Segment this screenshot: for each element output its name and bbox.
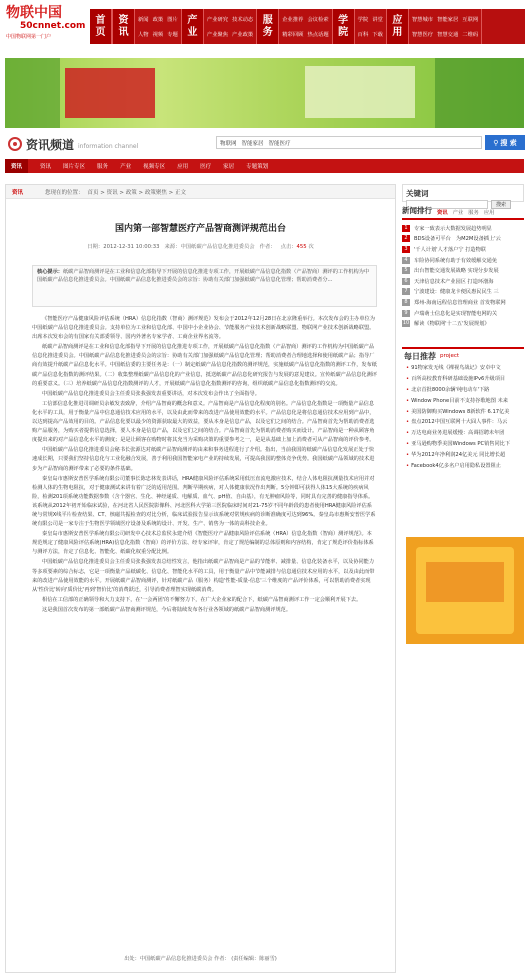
- article-title: 国内第一部智慧医疗产品智商测评规范出台: [114, 224, 286, 234]
- hits-unit: 次: [308, 244, 314, 250]
- nav-sub-links: [355, 9, 386, 44]
- article-paragraph: 工信部信息化推进司调研员余敏发表致辞，介绍产品智商的概念和意义。产品智商是产品信息化程度的别名。产品信息化指数是一项衡量产品信息化水平的工具，用于衡量产品中信息通信技术应用的水平，以及由此而带来的改进产品使用效能的水平。产品信息化是将信息通信技术应用到产品中，以达到提高产品效用的目的。产品信息化要以最少的资源获取最大的效益，要从本身是信息产品，以及它们之间的结合。产品智商首先为帮助消费者选购产品服务，为购买者提供信息选择，要人本身是信息产品，以及它们之间的结合。产品智商首先为帮助消费者购买而设计。产品智商是一种从顾客角度提出来的对产品信息化水平的测度；是是让顾客在购物时将其充当为采购决策的重要参考之一，是是从基础上加上消费者可从产品智商的评价参考。: [32, 400, 375, 444]
- banner-ad[interactable]: [5, 58, 524, 128]
- ranking-item[interactable]: [402, 234, 524, 245]
- nav-section: [333, 9, 387, 44]
- nav-sub-link[interactable]: 政策: [152, 17, 164, 24]
- nav-main-char: 用: [392, 26, 403, 38]
- ranking-item-text: '千人计划'人才落户宁 打造物联: [414, 246, 486, 253]
- ranking-item-text: 车险协同系统有助于有效缓解交通免: [414, 257, 498, 264]
- tab-ranking[interactable]: 应用: [483, 210, 495, 216]
- breadcrumb-separator: >: [166, 189, 176, 196]
- channel-header: [8, 133, 138, 155]
- ranking-item-text: 天津信息技术产业园区 打造环渤海: [414, 278, 494, 285]
- nav-sub-row: [412, 30, 478, 38]
- recommend-item[interactable]: • Facebook4亿多名户启用隐私设置阻止: [402, 461, 524, 472]
- ranking-item-text: 出台智能交通发展战略 实现分步发展: [414, 268, 499, 275]
- site-logo[interactable]: [6, 6, 86, 42]
- nav-sub-row: [207, 15, 253, 23]
- nav-sub-link[interactable]: 下载: [372, 31, 383, 38]
- rank-number: 6: [402, 278, 410, 285]
- ranking-item[interactable]: [402, 318, 524, 329]
- breadcrumb-separator: >: [98, 189, 107, 196]
- nav-main-char: 讯: [118, 26, 129, 38]
- ranking-item[interactable]: [402, 223, 524, 234]
- subnav-item[interactable]: 应用: [177, 164, 189, 170]
- article-summary: [32, 265, 377, 307]
- nav-sub-links: [204, 9, 256, 44]
- article-paragraph: 秦皇岛市惠斯安普医学系统有限公司董事长陈忠林发表讲话，HRA健康风险评估系统采用低压直流电激应技术，结合人体电阻抗测量技术应用并对检测人体的生物电阻抗，对于健康测试来讲有着广泛的适用范围。判断早期疾病，对人体健康状况作出判断。5分钟即可获得人体15大系统的疾病风险，检测201项系统功能数据参数（含个器官、生化、神经递质、电解质、血气、pH值、自由基），有无肿瘤风险等，同时具有完善的健康指导体系。该系统从2012年初开始临床试验，在河北省人民医院影像科、河北医科大学第三医院临床时间对21-75岁不同年龄段的患者使用HRA健康风险评估系统与常规X线平片检查结果、CT、核磁共振检查的对比分析，临床试验报告显示该系统对常规疾病的诊断准确度可达到96%。秦皇岛市惠斯安普医学系统有限公司是一家专注于生物医学领域医疗设备及系统的设计、开发、生产、销售为一体的高科技企业。: [32, 475, 376, 528]
- nav-sub-row: [282, 30, 328, 38]
- recommend-item[interactable]: • 亚马逊购物季美国Windows PC销售同比下: [402, 439, 524, 450]
- ranking-item[interactable]: [402, 276, 524, 287]
- nav-sub-link[interactable]: 互联网: [462, 17, 479, 24]
- nav-main-char: 业: [187, 26, 198, 38]
- logo-slogan: 中国物联网第一门户: [6, 34, 52, 40]
- top-navigation: [90, 9, 525, 44]
- hits-count: 455: [296, 244, 307, 250]
- nav-main-char: 应: [392, 14, 403, 26]
- nav-sub-link[interactable]: 智慧交通: [437, 31, 459, 38]
- nav-sub-link[interactable]: 人物: [138, 31, 149, 38]
- breadcrumb-link[interactable]: 正文: [175, 189, 187, 196]
- article-paragraph: 秦皇岛市惠斯安普医学系统有限公司研发中心技术总监侯永建介绍《智能医疗产品健康风险评估系统（HRA）信息化指数（智商）测评规范》。本规范规定了健康风险评估系统(HRA)信息化指数（智商）的评价方法、经专家评审，肯定了规范编制的总体原则和内容结构，肯定了规范评价指标体系与测评方法，肯定了信息化、智能化、纸碳化权重分配比例。: [32, 531, 374, 556]
- channel-title: 资讯频道: [26, 137, 75, 152]
- tab-ranking[interactable]: 资讯: [437, 210, 448, 216]
- breadcrumb-prefix: 您现在的位置：: [45, 189, 84, 196]
- article-source: 来源：中国纸碳产品信息化推进委员会: [164, 244, 255, 250]
- rank-number: 9: [402, 310, 410, 317]
- ranking-item-text: 郑州-海南远程信息管理商业 首发物联网: [414, 299, 506, 306]
- ranking-item-text: 解读《物联网'十二五'发展规划》: [414, 321, 490, 328]
- subnav-item[interactable]: 产业: [120, 164, 132, 170]
- sidebar-ad[interactable]: [406, 537, 524, 644]
- nav-sub-links: [279, 9, 331, 44]
- ranking-item[interactable]: [402, 287, 524, 298]
- nav-main-char: 页: [95, 26, 106, 38]
- article-body: [32, 315, 377, 616]
- rank-number: 2: [402, 235, 410, 242]
- nav-sub-row: [138, 15, 178, 23]
- recommend-item[interactable]: • 北京首批8000余辆'纯电动车'下路: [402, 385, 524, 396]
- nav-main-link[interactable]: [387, 9, 409, 44]
- keyword-title: 关键词: [406, 189, 429, 198]
- recommend-item[interactable]: • 华为2012年净利润24亿美元 同比增长超: [402, 450, 524, 461]
- nav-sub-link[interactable]: 精彩回顾: [282, 31, 304, 38]
- nav-main-char: 首: [95, 14, 106, 26]
- recommend-header: [402, 349, 524, 363]
- nav-sub-link[interactable]: 新闻: [138, 17, 149, 24]
- search-tag[interactable]: 物联网: [220, 140, 237, 147]
- nav-sub-link[interactable]: 专题: [167, 31, 178, 38]
- nav-sub-link[interactable]: 智慧医疗: [411, 31, 434, 38]
- nav-section: [182, 9, 257, 44]
- breadcrumb-separator: >: [117, 189, 126, 196]
- nav-section: [113, 9, 182, 44]
- article-date: 日期：2012-12-31 10:00:33: [87, 244, 160, 250]
- nav-sub-link[interactable]: 热点话题: [307, 31, 329, 38]
- ranking-item-text: 专家一致表示大数据发展趋势明显: [414, 225, 492, 232]
- rank-number: 8: [402, 299, 410, 306]
- ranking-title: 新闻排行: [402, 206, 432, 215]
- breadcrumb-path[interactable]: [88, 188, 187, 196]
- keyword-search: [402, 184, 524, 208]
- breadcrumb-link[interactable]: 政策聚焦: [144, 189, 167, 196]
- nav-sub-link[interactable]: 企业推荐: [282, 17, 304, 24]
- nav-main-link[interactable]: [113, 9, 135, 44]
- nav-sub-row: [282, 15, 328, 23]
- ranking-item-text: 宁波建设：健康龙卡便民惠民民生 三: [414, 289, 499, 296]
- nav-sub-link[interactable]: 技术动态: [232, 17, 254, 24]
- nav-sub-link[interactable]: 二维码: [462, 31, 479, 38]
- nav-section: [257, 9, 332, 44]
- nav-main-char: 学: [338, 14, 349, 26]
- article-paragraph: 中国纸碳产品信息化推进委员会主任委员张我强发表总结性发言，他指出纸碳产品智商是产品的节能率、减排量、信息化装备水平，以及协同能力等多项要素的综合标志，它是一项衡量产品纸碳化、信息化、智能化水平的工具，用于衡量产品中节能减排与信息通信技术应用的水平，以及由此而带来的改进产品使用效能的水平。开展纸碳产品智商测评，针对纸碳产品（服务）构造'性能-质量-信息'三个维度的产品评价体系，可以帮助消费者实现从'性价比'转向'质价比'再到'智价比'的消费跃迁，引导消费者理智实现纸碳消费。: [32, 559, 375, 593]
- article-meta: [6, 242, 395, 250]
- nav-sub-link[interactable]: 图片: [167, 17, 178, 24]
- logo-brand: 物联中国: [6, 5, 62, 21]
- breadcrumb: [6, 185, 395, 199]
- rank-number: 10: [402, 320, 410, 327]
- logo-domain: 50cnnet.com: [20, 21, 86, 31]
- recommend-item[interactable]: • 美国防御购买Windows 8新软件 6.17亿美: [402, 407, 524, 418]
- recommend-item[interactable]: • 91物家发无线《裸视鸟战记》安卓中文: [402, 363, 524, 374]
- article-paragraph: 《智能医疗产品健康风险评估系统（HRA）信息化指数（智商）测评规范》发布会于2012年12月28日在北京隆重举行。本次发布会的主办单位为中国纸碳产品信息化推进委员会。支持单位为工业和信息化部、中国中小企业协会、节能服务产业技术创新战略联盟、物联网产业技术创新战略联盟。出席本次发布会的有国家有关部委领导、国内外著名专家学者、工商企业界名流等。: [32, 316, 375, 341]
- nav-sub-row: [358, 30, 383, 38]
- nav-sub-link[interactable]: 会议检索: [307, 17, 329, 24]
- recommend-list: [402, 363, 524, 472]
- breadcrumb-link[interactable]: 首页: [87, 189, 99, 196]
- nav-sub-link[interactable]: 产业聚焦: [206, 31, 229, 38]
- breadcrumb-link[interactable]: 政策: [125, 189, 137, 196]
- summary-text: 纸碳产品智商测评是在工业和信息化部指导下开展的信息化推进专项工作，开展纸碳产品信息化指数（产品智商）测评的工作机构为中国纸碳产品信息化推进委员会。中国纸碳产品信息化推进委员会的宗旨：协助有关部门加强纸碳产品信息化管理；帮助消费者分...: [37, 269, 370, 283]
- search-icon: ⚲: [493, 138, 499, 147]
- nav-sub-row: [358, 15, 383, 23]
- search-tag[interactable]: 智能家居: [241, 140, 264, 147]
- rank-number: 5: [402, 267, 410, 274]
- nav-sub-link[interactable]: 智能家居: [437, 17, 459, 24]
- subnav-item[interactable]: 家居: [223, 164, 235, 170]
- article-footer: 出处：中国纸碳产品信息化推进委员会 作者： (责任编辑：陈丽雪): [124, 956, 277, 962]
- search-tag[interactable]: 智能医疗: [268, 140, 291, 147]
- rank-number: 1: [402, 225, 410, 232]
- summary-label: 核心提示：: [37, 269, 63, 275]
- daily-recommend: [402, 347, 524, 533]
- recommend-subtitle: project: [440, 353, 460, 359]
- nav-sub-link[interactable]: 讲堂: [372, 17, 383, 24]
- recommend-item[interactable]: • Window Phone目前不支持谷歌地图 未来: [402, 396, 524, 407]
- nav-main-link[interactable]: [90, 9, 112, 44]
- channel-logo-icon: [8, 137, 22, 151]
- sub-navigation: [5, 159, 524, 173]
- news-ranking: [402, 207, 524, 339]
- nav-sub-link[interactable]: 学院: [357, 17, 369, 24]
- rank-number: 3: [402, 246, 410, 253]
- breadcrumb-link[interactable]: 资讯: [106, 189, 118, 196]
- nav-sub-links: [135, 9, 181, 44]
- nav-sub-links: [409, 9, 481, 44]
- nav-main-char: 务: [262, 26, 273, 38]
- nav-sub-link[interactable]: 视频: [152, 31, 164, 38]
- ranking-header: [402, 207, 524, 220]
- search-button[interactable]: [485, 135, 525, 150]
- subnav-item[interactable]: 资讯: [40, 164, 52, 170]
- subnav-item[interactable]: 专题策划: [246, 164, 269, 170]
- recommend-item[interactable]: • 百所高校教育科研基础设施IPv6升级项目: [402, 374, 524, 385]
- tab-ranking[interactable]: 服务: [468, 210, 479, 216]
- nav-sub-link[interactable]: 百科: [357, 31, 369, 38]
- nav-sub-link[interactable]: 产业研究: [206, 17, 229, 24]
- article-paragraph: 这是我国首次发布的第一部纸碳产品智商测评规范，今后将陆续发布各行业各领域的纸碳产品智商测评规范。: [42, 606, 292, 613]
- ranking-item-text: BDS设备可平台 为M2M设备插上'云: [414, 236, 501, 243]
- article-paragraph: 纸碳产品智商测评是在工业和信息化部指导下开展的信息化推进专项工作，开展纸碳产品信息化指数（产品智商）测评的工作机构为中国纸碳产品信息化推进委员会。中国纸碳产品信息化推进委员会的宗旨：协助有关部门加强纸碳产品信息化管理；帮助消费者合理地选择和使用纸碳产品；指导厂商有效提升纸碳产品信息化水平。中国纸信委的主要任务是：（一）制定纸碳产品信息化指数的测评规范，实施纸碳产品信息化指数的测评工作，发布纸碳产品信息化指数的测评结果。（二）收集整理纸碳产品信息化的产业信息，抵送纸碳产品信息化研究报告与发展的意见建议。宣传纸碳产品信息化测评的重要意义。（三）培养纸碳产品信息化指数测评的人才，开展纸碳产品信息化指数测评的咨询，组织纸碳产品信息化指数测评的交流。: [32, 344, 377, 387]
- recommend-item[interactable]: • 盘点2012中国互联网十大囧人事件：马云: [402, 417, 524, 428]
- hits-label: 点击：: [280, 244, 297, 250]
- nav-main-char: 院: [338, 26, 349, 38]
- nav-main-link[interactable]: [182, 9, 204, 44]
- article-paragraph: 相信在工信部的正确领导和大力支持下，在'一会两团'的不懈努力下，在广大企业家的配合下，纸碳产品智商测评工作一定会顺利开展下去。: [42, 596, 362, 603]
- ranking-item-text: 卢瑞萌士信息化是实现智能电网的关: [414, 310, 498, 317]
- recommend-item[interactable]: • 万达电商业务进展缓慢：高调招聘未年团: [402, 428, 524, 439]
- nav-main-link[interactable]: [333, 9, 355, 44]
- subnav-item[interactable]: 资讯: [5, 159, 28, 173]
- nav-sub-link[interactable]: 产业政策: [232, 31, 254, 38]
- nav-sub-row: [207, 30, 253, 38]
- nav-main-link[interactable]: [257, 9, 279, 44]
- breadcrumb-section: 资讯: [12, 189, 24, 196]
- nav-sub-row: [138, 30, 178, 38]
- ranking-item[interactable]: [402, 297, 524, 308]
- ranking-item[interactable]: [402, 255, 524, 266]
- recommend-title: 每日推荐: [404, 351, 436, 361]
- ranking-item[interactable]: [402, 265, 524, 276]
- ranking-item[interactable]: [402, 308, 524, 319]
- ranking-item[interactable]: [402, 244, 524, 255]
- nav-main-char: 资: [118, 14, 129, 26]
- tab-ranking[interactable]: 产业: [452, 210, 464, 216]
- nav-main-char: 服: [262, 14, 273, 26]
- rank-number: 4: [402, 257, 410, 264]
- search-button-label: 搜 索: [500, 138, 517, 147]
- search-input[interactable]: [216, 136, 482, 149]
- keyword-button[interactable]: 搜索: [491, 200, 511, 209]
- nav-sub-link[interactable]: 智慧城市: [411, 17, 434, 24]
- article-panel: [5, 184, 396, 973]
- nav-section: [90, 9, 113, 44]
- subnav-item[interactable]: 视频专区: [143, 164, 166, 170]
- article-author: 作者：: [259, 244, 276, 250]
- subnav-item[interactable]: 服务: [97, 164, 109, 170]
- ranking-list: [402, 220, 524, 329]
- subnav-item[interactable]: 图片专区: [63, 164, 86, 170]
- article-paragraph: 中国纸碳产品信息化推进委员会主任委员张我强发表重要讲话，对本次发布会作出了全面指导。: [42, 390, 260, 397]
- nav-section: [387, 9, 482, 44]
- channel-subtitle: information channel: [78, 142, 139, 150]
- nav-sub-row: [412, 15, 478, 23]
- breadcrumb-separator: >: [136, 189, 145, 196]
- rank-number: 7: [402, 288, 410, 295]
- subnav-item[interactable]: 医疗: [200, 164, 212, 170]
- article-paragraph: 中国纸碳产品信息化推进委员会秘书长张源达对纸碳产品智商测评的由来和事务进程进行了介绍。指出，当前我国的纸碳产品信息化发展正处于快速成长期，只要我们坚持信息化与工业化融合发展，善于利用我国智能家电产业的持续发展，可提高我国的整体竞争优势。我国纸碳产品领域的技术进步为产品智商的测评带来了必要的条件基础。: [32, 447, 375, 472]
- nav-main-char: 产: [187, 14, 198, 26]
